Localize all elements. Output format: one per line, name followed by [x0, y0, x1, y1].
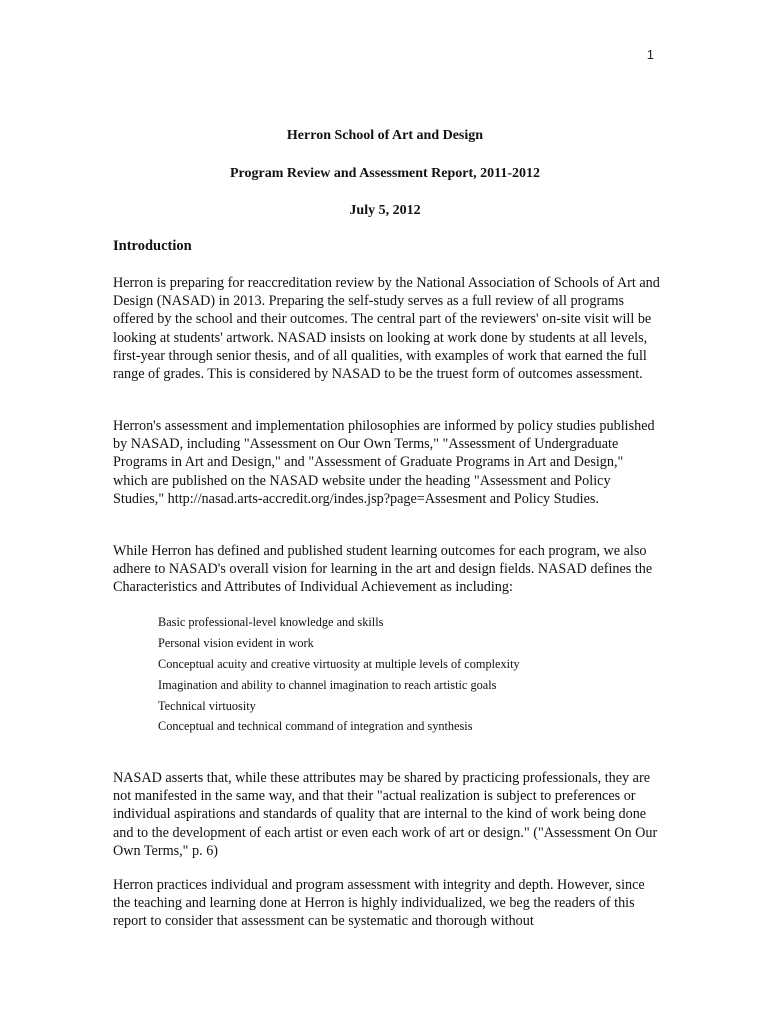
list-item: Basic professional-level knowledge and skills: [158, 615, 384, 629]
document-date: July 5, 2012: [349, 203, 421, 218]
paragraph-reaccreditation: Herron is preparing for reaccreditation review by the National Association of Schools of Art and Design (NASAD) in 2013. Preparing the self-study serves as a full review of all programs offered by the school and their outcomes. The central part of the reviewers' on-site visit will be looking at students' artwork. NASAD insists on looking at work done by students at all levels, first-year through senior thesis, and of all qualities, with examples of work that earned the full range of grades. This is considered by NASAD to be the truest form of outcomes assessment.: [113, 275, 660, 383]
list-item: Conceptual and technical command of integration and synthesis: [158, 719, 473, 734]
paragraph-nasad-asserts: NASAD asserts that, while these attributes may be shared by practicing professionals, they are not manifested in the same way, and that their "actual realization is subject to preferences or individual aspirations and standards of quality that are internal to the kind of work being done and to the development of each artist or even each work of art or design." ("Assessment On Our Own Terms," p. 6): [113, 770, 658, 859]
paragraph-learning-outcomes: While Herron has defined and published student learning outcomes for each program, we also adhere to NASAD's overall vision for learning in the art and design fields. NASAD defines the Characteristics and Attributes of Individual Achievement as including:: [113, 543, 653, 596]
paragraph-philosophies: Herron's assessment and implementation philosophies are informed by policy studies published by NASAD, including "Assessment on Our Own Terms," "Assessment of Undergraduate Programs in Art and Design," and "Assessment of Graduate Programs in Art and Design," which are published on the NASAD website under the heading "Assessment and Policy Studies," http://nasad.arts-accredit.org/indes.jsp?page=Assesment and Policy Studies.: [113, 418, 655, 507]
list-item: Technical virtuosity: [158, 698, 256, 713]
document-subtitle: Program Review and Assessment Report, 2011-2012: [229, 166, 541, 181]
list-item: Personal vision evident in work: [158, 635, 314, 650]
paragraph-herron-practices: Herron practices individual and program assessment with integrity and depth. However, since the teaching and learning done at Herron is highly individualized, we beg the readers of this report to consider that assessment can be systematic and thorough without: [113, 877, 645, 930]
section-heading-introduction: Introduction: [113, 238, 192, 254]
list-item: Conceptual acuity and creative virtuosity at multiple levels of complexity: [158, 656, 520, 671]
document-title: Herron School of Art and Design: [286, 128, 484, 143]
list-item: Imagination and ability to channel imagination to reach artistic goals: [158, 677, 497, 692]
page-number: 1: [646, 47, 654, 62]
attributes-list: [158, 612, 520, 737]
